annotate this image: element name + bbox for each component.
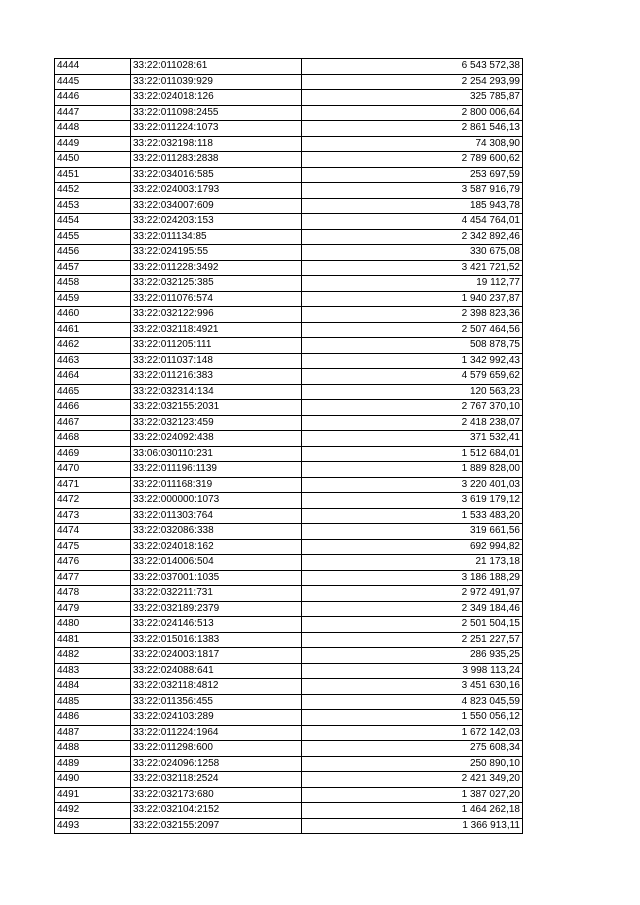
cadastral-number-cell: 33:22:011356:455 bbox=[131, 694, 302, 710]
cadastral-number-cell: 33:22:032086:338 bbox=[131, 524, 302, 540]
cadastral-number-cell: 33:22:011298:600 bbox=[131, 741, 302, 757]
cadastral-value-cell: 1 672 142,03 bbox=[302, 725, 523, 741]
table-row bbox=[55, 400, 523, 416]
cadastral-value-cell: 4 579 659,62 bbox=[302, 369, 523, 385]
row-number-cell: 4474 bbox=[55, 524, 131, 540]
cadastral-number-cell: 33:22:024103:289 bbox=[131, 710, 302, 726]
cadastral-number-cell: 33:22:024088:641 bbox=[131, 663, 302, 679]
row-number-cell: 4459 bbox=[55, 291, 131, 307]
cadastral-number-cell: 33:22:011205:111 bbox=[131, 338, 302, 354]
row-number-cell: 4460 bbox=[55, 307, 131, 323]
cadastral-number-cell: 33:22:024018:162 bbox=[131, 539, 302, 555]
cadastral-number-cell: 33:22:032104:2152 bbox=[131, 803, 302, 819]
table-row bbox=[55, 508, 523, 524]
cadastral-value-cell: 2 507 464,56 bbox=[302, 322, 523, 338]
cadastral-number-cell: 33:22:011028:61 bbox=[131, 59, 302, 75]
cadastral-number-cell: 33:22:011283:2838 bbox=[131, 152, 302, 168]
cadastral-value-cell: 2 421 349,20 bbox=[302, 772, 523, 788]
table-row bbox=[55, 90, 523, 106]
table-row bbox=[55, 632, 523, 648]
row-number-cell: 4464 bbox=[55, 369, 131, 385]
cadastral-value-cell: 319 661,56 bbox=[302, 524, 523, 540]
cadastral-value-cell: 2 789 600,62 bbox=[302, 152, 523, 168]
table-row bbox=[55, 787, 523, 803]
row-number-cell: 4482 bbox=[55, 648, 131, 664]
row-number-cell: 4485 bbox=[55, 694, 131, 710]
table-row bbox=[55, 198, 523, 214]
cadastral-value-table bbox=[54, 58, 523, 834]
row-number-cell: 4475 bbox=[55, 539, 131, 555]
cadastral-value-cell: 21 173,18 bbox=[302, 555, 523, 571]
row-number-cell: 4477 bbox=[55, 570, 131, 586]
cadastral-value-cell: 2 861 546,13 bbox=[302, 121, 523, 137]
table-row bbox=[55, 818, 523, 834]
cadastral-value-cell: 2 398 823,36 bbox=[302, 307, 523, 323]
table-row bbox=[55, 152, 523, 168]
cadastral-value-cell: 185 943,78 bbox=[302, 198, 523, 214]
table-body bbox=[55, 59, 523, 834]
row-number-cell: 4457 bbox=[55, 260, 131, 276]
cadastral-value-cell: 508 878,75 bbox=[302, 338, 523, 354]
table-row bbox=[55, 446, 523, 462]
cadastral-number-cell: 33:22:000000:1073 bbox=[131, 493, 302, 509]
table-row bbox=[55, 229, 523, 245]
cadastral-number-cell: 33:22:011039:929 bbox=[131, 74, 302, 90]
row-number-cell: 4486 bbox=[55, 710, 131, 726]
table-row bbox=[55, 493, 523, 509]
row-number-cell: 4492 bbox=[55, 803, 131, 819]
cadastral-value-cell: 3 186 188,29 bbox=[302, 570, 523, 586]
row-number-cell: 4451 bbox=[55, 167, 131, 183]
row-number-cell: 4479 bbox=[55, 601, 131, 617]
table-row bbox=[55, 167, 523, 183]
row-number-cell: 4465 bbox=[55, 384, 131, 400]
table-row bbox=[55, 105, 523, 121]
row-number-cell: 4450 bbox=[55, 152, 131, 168]
row-number-cell: 4463 bbox=[55, 353, 131, 369]
row-number-cell: 4444 bbox=[55, 59, 131, 75]
cadastral-number-cell: 33:22:032173:680 bbox=[131, 787, 302, 803]
cadastral-value-cell: 2 501 504,15 bbox=[302, 617, 523, 633]
table-row bbox=[55, 663, 523, 679]
row-number-cell: 4446 bbox=[55, 90, 131, 106]
table-row bbox=[55, 276, 523, 292]
cadastral-value-cell: 3 220 401,03 bbox=[302, 477, 523, 493]
cadastral-number-cell: 33:06:030110:231 bbox=[131, 446, 302, 462]
cadastral-number-cell: 33:22:011224:1964 bbox=[131, 725, 302, 741]
cadastral-value-cell: 2 349 184,46 bbox=[302, 601, 523, 617]
row-number-cell: 4484 bbox=[55, 679, 131, 695]
cadastral-value-cell: 2 342 892,46 bbox=[302, 229, 523, 245]
cadastral-value-cell: 371 532,41 bbox=[302, 431, 523, 447]
row-number-cell: 4455 bbox=[55, 229, 131, 245]
table-row bbox=[55, 741, 523, 757]
table-row bbox=[55, 322, 523, 338]
cadastral-number-cell: 33:22:032211:731 bbox=[131, 586, 302, 602]
row-number-cell: 4448 bbox=[55, 121, 131, 137]
table-row bbox=[55, 59, 523, 75]
cadastral-value-cell: 4 823 045,59 bbox=[302, 694, 523, 710]
cadastral-value-cell: 1 889 828,00 bbox=[302, 462, 523, 478]
cadastral-value-cell: 6 543 572,38 bbox=[302, 59, 523, 75]
cadastral-value-cell: 2 800 006,64 bbox=[302, 105, 523, 121]
cadastral-value-cell: 325 785,87 bbox=[302, 90, 523, 106]
table-row bbox=[55, 803, 523, 819]
row-number-cell: 4476 bbox=[55, 555, 131, 571]
cadastral-number-cell: 33:22:032198:118 bbox=[131, 136, 302, 152]
cadastral-number-cell: 33:22:034016:585 bbox=[131, 167, 302, 183]
row-number-cell: 4491 bbox=[55, 787, 131, 803]
cadastral-value-cell: 253 697,59 bbox=[302, 167, 523, 183]
row-number-cell: 4447 bbox=[55, 105, 131, 121]
cadastral-value-cell: 1 387 027,20 bbox=[302, 787, 523, 803]
cadastral-number-cell: 33:22:024003:1793 bbox=[131, 183, 302, 199]
row-number-cell: 4467 bbox=[55, 415, 131, 431]
cadastral-value-cell: 1 366 913,11 bbox=[302, 818, 523, 834]
row-number-cell: 4445 bbox=[55, 74, 131, 90]
cadastral-number-cell: 33:22:014006:504 bbox=[131, 555, 302, 571]
table-row bbox=[55, 384, 523, 400]
table-row bbox=[55, 431, 523, 447]
row-number-cell: 4483 bbox=[55, 663, 131, 679]
cadastral-number-cell: 33:22:024003:1817 bbox=[131, 648, 302, 664]
cadastral-number-cell: 33:22:024195:55 bbox=[131, 245, 302, 261]
cadastral-number-cell: 33:22:032118:2524 bbox=[131, 772, 302, 788]
table-row bbox=[55, 601, 523, 617]
table-row bbox=[55, 415, 523, 431]
cadastral-number-cell: 33:22:032189:2379 bbox=[131, 601, 302, 617]
row-number-cell: 4490 bbox=[55, 772, 131, 788]
cadastral-value-cell: 250 890,10 bbox=[302, 756, 523, 772]
cadastral-value-cell: 1 533 483,20 bbox=[302, 508, 523, 524]
cadastral-value-cell: 3 421 721,52 bbox=[302, 260, 523, 276]
row-number-cell: 4471 bbox=[55, 477, 131, 493]
row-number-cell: 4462 bbox=[55, 338, 131, 354]
cadastral-number-cell: 33:22:011037:148 bbox=[131, 353, 302, 369]
table-row bbox=[55, 183, 523, 199]
table-row bbox=[55, 369, 523, 385]
cadastral-value-cell: 1 342 992,43 bbox=[302, 353, 523, 369]
cadastral-value-cell: 1 940 237,87 bbox=[302, 291, 523, 307]
row-number-cell: 4489 bbox=[55, 756, 131, 772]
cadastral-number-cell: 33:22:015016:1383 bbox=[131, 632, 302, 648]
row-number-cell: 4488 bbox=[55, 741, 131, 757]
cadastral-number-cell: 33:22:032118:4812 bbox=[131, 679, 302, 695]
cadastral-number-cell: 33:22:032155:2097 bbox=[131, 818, 302, 834]
row-number-cell: 4449 bbox=[55, 136, 131, 152]
row-number-cell: 4470 bbox=[55, 462, 131, 478]
table-row bbox=[55, 477, 523, 493]
table-row bbox=[55, 121, 523, 137]
cadastral-number-cell: 33:22:011224:1073 bbox=[131, 121, 302, 137]
row-number-cell: 4473 bbox=[55, 508, 131, 524]
cadastral-number-cell: 33:22:032155:2031 bbox=[131, 400, 302, 416]
table-row bbox=[55, 756, 523, 772]
table-row bbox=[55, 679, 523, 695]
cadastral-number-cell: 33:22:024096:1258 bbox=[131, 756, 302, 772]
row-number-cell: 4458 bbox=[55, 276, 131, 292]
cadastral-number-cell: 33:22:011303:764 bbox=[131, 508, 302, 524]
table-row bbox=[55, 648, 523, 664]
cadastral-value-cell: 1 464 262,18 bbox=[302, 803, 523, 819]
cadastral-number-cell: 33:22:034007:609 bbox=[131, 198, 302, 214]
cadastral-number-cell: 33:22:032125:385 bbox=[131, 276, 302, 292]
table-row bbox=[55, 260, 523, 276]
cadastral-value-cell: 3 998 113,24 bbox=[302, 663, 523, 679]
document-page bbox=[54, 58, 523, 834]
cadastral-value-cell: 74 308,90 bbox=[302, 136, 523, 152]
cadastral-number-cell: 33:22:011098:2455 bbox=[131, 105, 302, 121]
table-row bbox=[55, 555, 523, 571]
cadastral-value-cell: 3 587 916,79 bbox=[302, 183, 523, 199]
table-row bbox=[55, 710, 523, 726]
cadastral-number-cell: 33:22:011134:85 bbox=[131, 229, 302, 245]
cadastral-value-cell: 1 550 056,12 bbox=[302, 710, 523, 726]
row-number-cell: 4466 bbox=[55, 400, 131, 416]
row-number-cell: 4480 bbox=[55, 617, 131, 633]
row-number-cell: 4478 bbox=[55, 586, 131, 602]
table-row bbox=[55, 353, 523, 369]
cadastral-value-cell: 19 112,77 bbox=[302, 276, 523, 292]
table-row bbox=[55, 245, 523, 261]
cadastral-value-cell: 2 251 227,57 bbox=[302, 632, 523, 648]
table-row bbox=[55, 725, 523, 741]
row-number-cell: 4493 bbox=[55, 818, 131, 834]
table-row bbox=[55, 617, 523, 633]
row-number-cell: 4468 bbox=[55, 431, 131, 447]
cadastral-number-cell: 33:22:011168:319 bbox=[131, 477, 302, 493]
cadastral-value-cell: 2 972 491,97 bbox=[302, 586, 523, 602]
table-row bbox=[55, 524, 523, 540]
table-row bbox=[55, 214, 523, 230]
cadastral-number-cell: 33:22:024092:438 bbox=[131, 431, 302, 447]
cadastral-value-cell: 2 418 238,07 bbox=[302, 415, 523, 431]
table-row bbox=[55, 136, 523, 152]
table-row bbox=[55, 570, 523, 586]
table-row bbox=[55, 586, 523, 602]
table-row bbox=[55, 291, 523, 307]
table-row bbox=[55, 694, 523, 710]
cadastral-value-cell: 120 563,23 bbox=[302, 384, 523, 400]
cadastral-value-cell: 3 451 630,16 bbox=[302, 679, 523, 695]
cadastral-number-cell: 33:22:024018:126 bbox=[131, 90, 302, 106]
cadastral-value-cell: 286 935,25 bbox=[302, 648, 523, 664]
cadastral-number-cell: 33:22:032118:4921 bbox=[131, 322, 302, 338]
cadastral-number-cell: 33:22:011216:383 bbox=[131, 369, 302, 385]
table-row bbox=[55, 307, 523, 323]
cadastral-number-cell: 33:22:011228:3492 bbox=[131, 260, 302, 276]
row-number-cell: 4454 bbox=[55, 214, 131, 230]
table-row bbox=[55, 539, 523, 555]
row-number-cell: 4452 bbox=[55, 183, 131, 199]
row-number-cell: 4481 bbox=[55, 632, 131, 648]
table-row bbox=[55, 772, 523, 788]
cadastral-number-cell: 33:22:037001:1035 bbox=[131, 570, 302, 586]
table-row bbox=[55, 74, 523, 90]
row-number-cell: 4453 bbox=[55, 198, 131, 214]
cadastral-number-cell: 33:22:024146:513 bbox=[131, 617, 302, 633]
cadastral-value-cell: 3 619 179,12 bbox=[302, 493, 523, 509]
cadastral-value-cell: 4 454 764,01 bbox=[302, 214, 523, 230]
cadastral-value-cell: 2 767 370,10 bbox=[302, 400, 523, 416]
row-number-cell: 4487 bbox=[55, 725, 131, 741]
cadastral-number-cell: 33:22:032122:996 bbox=[131, 307, 302, 323]
table-row bbox=[55, 462, 523, 478]
cadastral-number-cell: 33:22:011076:574 bbox=[131, 291, 302, 307]
cadastral-number-cell: 33:22:024203:153 bbox=[131, 214, 302, 230]
cadastral-value-cell: 692 994,82 bbox=[302, 539, 523, 555]
cadastral-value-cell: 1 512 684,01 bbox=[302, 446, 523, 462]
cadastral-value-cell: 275 608,34 bbox=[302, 741, 523, 757]
cadastral-number-cell: 33:22:032123:459 bbox=[131, 415, 302, 431]
table-row bbox=[55, 338, 523, 354]
row-number-cell: 4456 bbox=[55, 245, 131, 261]
cadastral-value-cell: 330 675,08 bbox=[302, 245, 523, 261]
row-number-cell: 4472 bbox=[55, 493, 131, 509]
cadastral-number-cell: 33:22:011196:1139 bbox=[131, 462, 302, 478]
cadastral-value-cell: 2 254 293,99 bbox=[302, 74, 523, 90]
row-number-cell: 4461 bbox=[55, 322, 131, 338]
cadastral-number-cell: 33:22:032314:134 bbox=[131, 384, 302, 400]
row-number-cell: 4469 bbox=[55, 446, 131, 462]
